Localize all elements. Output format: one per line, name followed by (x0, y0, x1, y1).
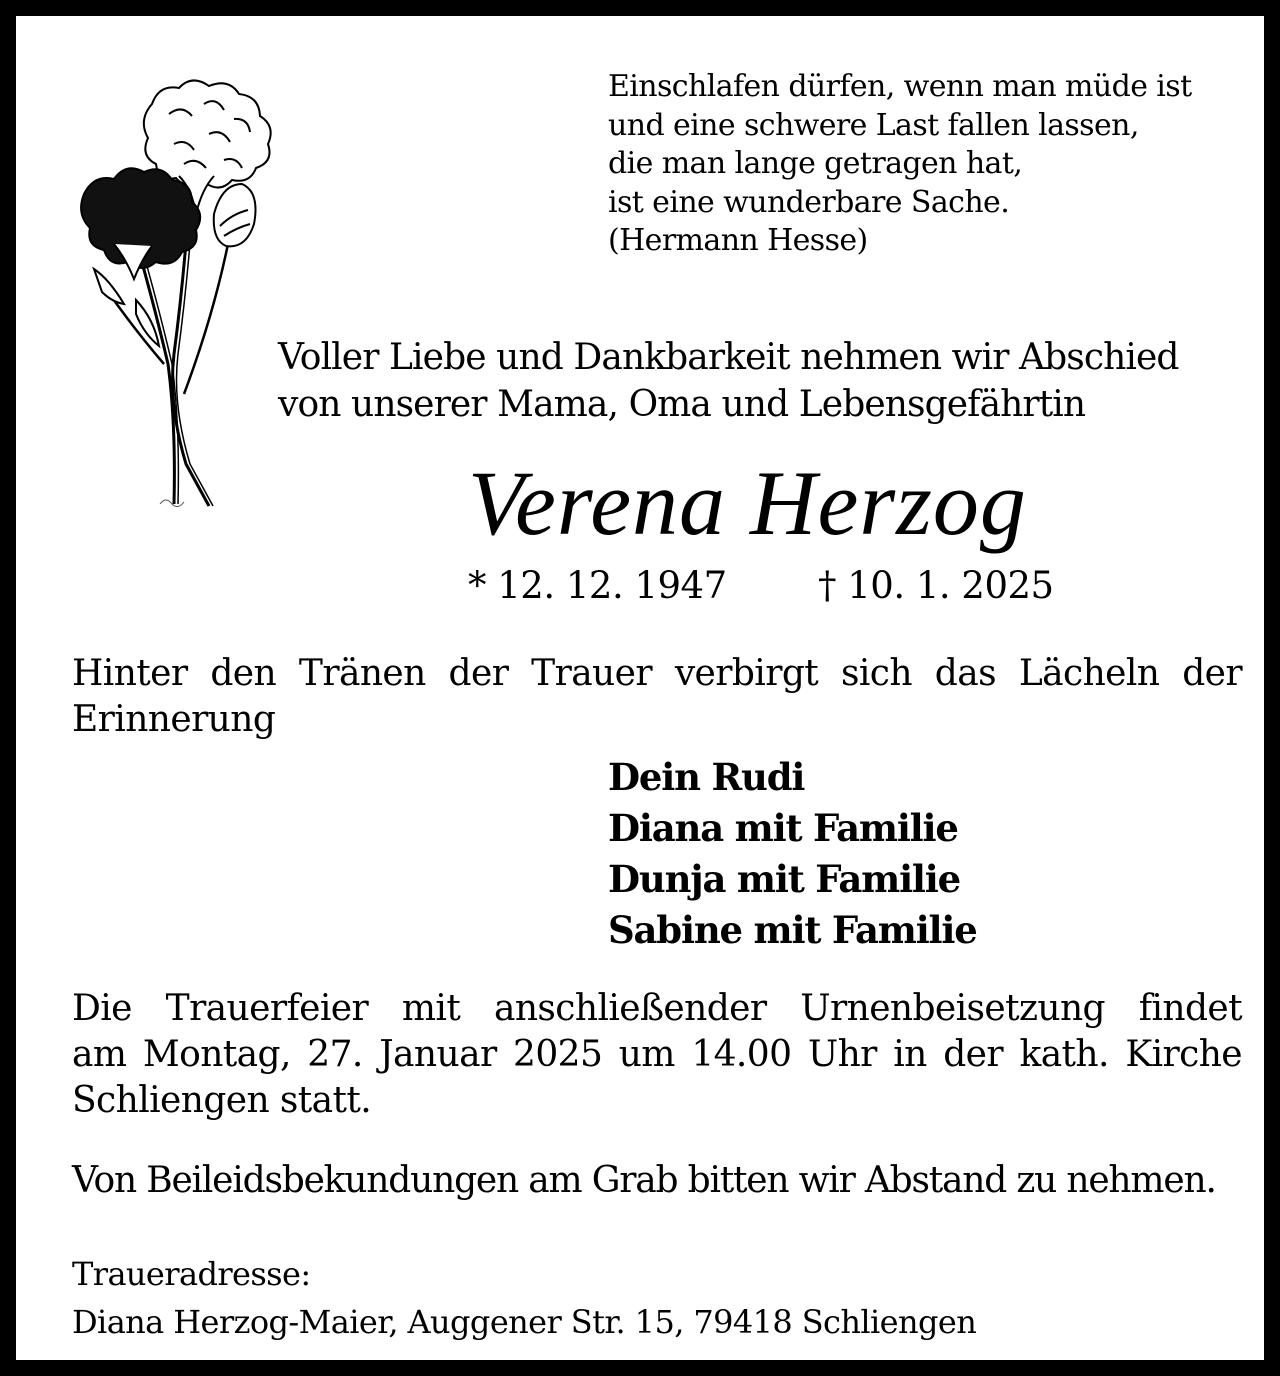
quote-line: ist eine wunderbare Sache. (608, 184, 1010, 220)
address-value: Diana Herzog-Maier, Auggener Str. 15, 79418 Schliengen (72, 1303, 977, 1341)
birth-date: * 12. 12. 1947 (468, 564, 727, 607)
quote-line: und eine schwere Last fallen lassen, (608, 107, 1139, 143)
death-date: † 10. 1. 2025 (818, 564, 1054, 607)
intro-line: Voller Liebe und Dankbarkeit nehmen wir Abschied (278, 337, 1179, 378)
ceremony-line: Schliengen statt. (72, 1080, 372, 1121)
carnation-flowers-icon (64, 64, 294, 524)
family-member: Sabine mit Familie (608, 908, 977, 952)
family-member: Diana mit Familie (608, 806, 958, 850)
quote-author: (Hermann Hesse) (608, 223, 868, 258)
memorial-saying: Hinter den Tränen der Trauer verbirgt sich das Lächeln der Erinnerung (72, 653, 1242, 740)
quote-line: Einschlafen dürfen, wenn man müde ist (608, 69, 1192, 104)
ceremony-details (72, 986, 1242, 1124)
life-dates (468, 561, 1054, 611)
ceremony-line: Die Trauerfeier mit anschließender Urnenbeisetzung findet (72, 988, 1242, 1029)
farewell-intro (278, 334, 1179, 428)
deceased-name: Verena Herzog (468, 452, 1027, 554)
hesse-quote (608, 68, 1192, 261)
family-signatures (608, 752, 977, 956)
ceremony-line: am Montag, 27. Januar 2025 um 14.00 Uhr in der kath. Kirche (72, 1034, 1242, 1075)
mourning-address (72, 1250, 976, 1346)
quote-line: die man lange getragen hat, (608, 146, 1023, 181)
family-member: Dein Rudi (608, 755, 805, 799)
condolence-note: Von Beileidsbekundungen am Grab bitten wir Abstand zu nehmen. (72, 1160, 1216, 1201)
family-member: Dunja mit Familie (608, 857, 960, 901)
address-label: Traueradresse: (72, 1255, 311, 1293)
intro-line: von unserer Mama, Oma und Lebensgefährtin (278, 384, 1086, 425)
